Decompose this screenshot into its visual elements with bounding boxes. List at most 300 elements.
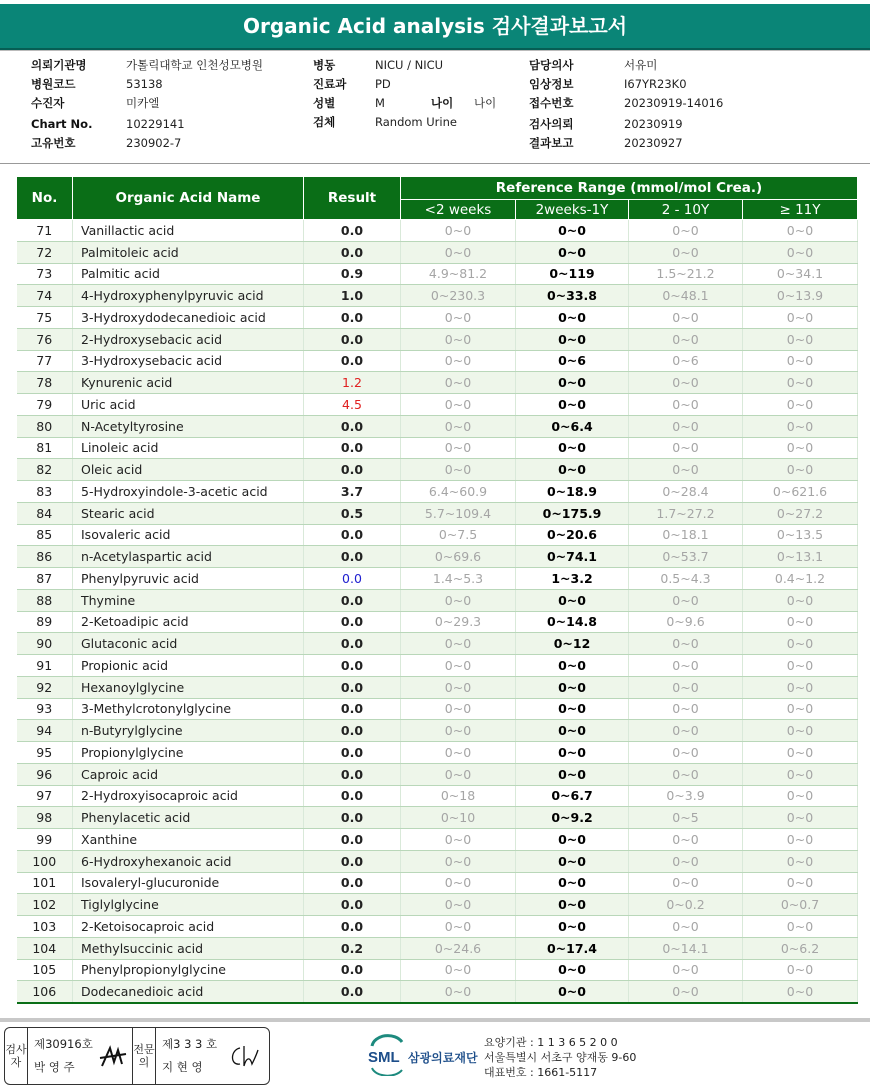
- reference-range: 0~0: [401, 676, 516, 698]
- result-value: 0.0: [304, 894, 401, 916]
- divider: [0, 50, 870, 51]
- reference-range: 0~0: [516, 676, 629, 698]
- table-row: [17, 481, 858, 503]
- row-number: 88: [17, 589, 73, 611]
- reference-range: 0~10: [401, 807, 516, 829]
- reference-range: 0~9.6: [629, 611, 743, 633]
- reference-range: 0~0: [743, 655, 858, 677]
- row-number: 91: [17, 655, 73, 677]
- reference-range: 0~0: [743, 394, 858, 416]
- table-row: [17, 220, 858, 242]
- table-row: [17, 328, 858, 350]
- table-row: [17, 502, 858, 524]
- dept-label: 진료과: [313, 77, 347, 91]
- row-number: 81: [17, 437, 73, 459]
- table-row: [17, 807, 858, 829]
- result-value: 0.0: [304, 415, 401, 437]
- row-number: 73: [17, 263, 73, 285]
- col-header-ref-2-10y: 2 - 10Y: [629, 200, 743, 220]
- reference-range: 0~0: [629, 328, 743, 350]
- acid-name: n-Butyrylglycine: [73, 720, 304, 742]
- info1-value-2: 미카엘: [126, 96, 160, 110]
- info3-label-4: 결과보고: [529, 136, 574, 150]
- row-number: 82: [17, 459, 73, 481]
- reference-range: 0~0: [743, 698, 858, 720]
- result-value: 0.0: [304, 611, 401, 633]
- result-value: 0.0: [304, 785, 401, 807]
- reference-range: 0~0: [743, 307, 858, 329]
- reference-range: 0~0: [516, 459, 629, 481]
- acid-name: Vanillactic acid: [73, 220, 304, 242]
- reference-range: 0~5: [629, 807, 743, 829]
- acid-name: 3-Methylcrotonylglycine: [73, 698, 304, 720]
- acid-name: 3-Hydroxydodecanedioic acid: [73, 307, 304, 329]
- result-value: 0.0: [304, 676, 401, 698]
- reference-range: 0~17.4: [516, 937, 629, 959]
- reference-range: 0~3.9: [629, 785, 743, 807]
- reference-range: 0~9.2: [516, 807, 629, 829]
- reference-range: 0~0: [516, 850, 629, 872]
- reference-range: 0~0: [629, 372, 743, 394]
- reference-range: 0~0: [629, 763, 743, 785]
- reference-range: 0~0: [516, 829, 629, 851]
- row-number: 77: [17, 350, 73, 372]
- sex-label: 성별: [313, 96, 336, 110]
- reference-range: 0~74.1: [516, 546, 629, 568]
- reference-range: 0~20.6: [516, 524, 629, 546]
- acid-name: Uric acid: [73, 394, 304, 416]
- reference-range: 0~0: [401, 459, 516, 481]
- org-address: 서울특별시 서초구 양재동 9-60: [484, 1051, 637, 1064]
- reference-range: 0~0: [629, 241, 743, 263]
- row-number: 102: [17, 894, 73, 916]
- acid-name: Thymine: [73, 589, 304, 611]
- reference-range: 0~0: [743, 437, 858, 459]
- table-row: [17, 546, 858, 568]
- ward-label: 병동: [313, 58, 336, 72]
- row-number: 75: [17, 307, 73, 329]
- acid-name: Caproic acid: [73, 763, 304, 785]
- acid-name: Hexanoylglycine: [73, 676, 304, 698]
- reference-range: 0~0: [629, 459, 743, 481]
- reference-range: 0~18.9: [516, 481, 629, 503]
- table-row: [17, 415, 858, 437]
- reference-range: 0~0: [743, 611, 858, 633]
- reference-range: 0~0: [629, 829, 743, 851]
- reference-range: 0~0: [516, 720, 629, 742]
- reference-range: 0.5~4.3: [629, 568, 743, 590]
- acid-name: 2-Ketoisocaproic acid: [73, 916, 304, 938]
- acid-name: Palmitoleic acid: [73, 241, 304, 263]
- reference-range: 6.4~60.9: [401, 481, 516, 503]
- reference-range: 0~0: [516, 872, 629, 894]
- org-name: 삼광의료재단: [408, 1051, 478, 1065]
- table-row: [17, 394, 858, 416]
- acid-name: 4-Hydroxyphenylpyruvic acid: [73, 285, 304, 307]
- info1-label-1: 병원코드: [31, 77, 76, 91]
- inspector-signature: [98, 1042, 130, 1072]
- reference-range: 0~24.6: [401, 937, 516, 959]
- reference-range: 0~0: [743, 981, 858, 1003]
- row-number: 101: [17, 872, 73, 894]
- result-value: 0.0: [304, 241, 401, 263]
- specialist-signature: [226, 1040, 262, 1072]
- signature-box: [4, 1027, 270, 1085]
- table-row: [17, 350, 858, 372]
- acid-name: Linoleic acid: [73, 437, 304, 459]
- reference-range: 0~0: [629, 981, 743, 1003]
- info1-label-2: 수진자: [31, 96, 65, 110]
- row-number: 80: [17, 415, 73, 437]
- result-value: 0.0: [304, 546, 401, 568]
- table-row: [17, 850, 858, 872]
- reference-range: 0~175.9: [516, 502, 629, 524]
- report-title: Organic Acid analysis 검사결과보고서: [0, 4, 870, 50]
- row-number: 100: [17, 850, 73, 872]
- reference-range: 0~0: [401, 350, 516, 372]
- result-value: 0.0: [304, 850, 401, 872]
- table-row: [17, 829, 858, 851]
- result-value: 0.0: [304, 568, 401, 590]
- reference-range: 0~0: [516, 328, 629, 350]
- info1-value-3: 10229141: [126, 117, 185, 131]
- result-value: 0.0: [304, 916, 401, 938]
- table-row: [17, 655, 858, 677]
- reference-range: 0~0: [743, 872, 858, 894]
- info3-value-4: 20230927: [624, 136, 683, 150]
- patient-info: [0, 56, 870, 156]
- reference-range: 0~0: [743, 241, 858, 263]
- acid-name: Propionylglycine: [73, 742, 304, 764]
- acid-name: 5-Hydroxyindole-3-acetic acid: [73, 481, 304, 503]
- reference-range: 0.4~1.2: [743, 568, 858, 590]
- reference-range: 0~0: [401, 633, 516, 655]
- reference-range: 0~0: [743, 415, 858, 437]
- reference-range: 0~0: [629, 916, 743, 938]
- col-header-name: Organic Acid Name: [73, 177, 304, 220]
- result-value: 0.0: [304, 872, 401, 894]
- col-header-no: No.: [17, 177, 73, 220]
- reference-range: 0~0: [401, 698, 516, 720]
- reference-range: 0~0: [401, 916, 516, 938]
- reference-range: 1.5~21.2: [629, 263, 743, 285]
- table-row: [17, 698, 858, 720]
- table-row: [17, 611, 858, 633]
- reference-range: 0~0: [743, 959, 858, 981]
- reference-range: 0~0: [743, 850, 858, 872]
- acid-name: Dodecanedioic acid: [73, 981, 304, 1003]
- acid-name: 3-Hydroxysebacic acid: [73, 350, 304, 372]
- reference-range: 0~6.7: [516, 785, 629, 807]
- reference-range: 0~0: [401, 328, 516, 350]
- reference-range: 0~621.6: [743, 481, 858, 503]
- result-value: 0.0: [304, 459, 401, 481]
- reference-range: 0~0: [401, 850, 516, 872]
- row-number: 76: [17, 328, 73, 350]
- col-header-reference-range: Reference Range (mmol/mol Crea.): [401, 177, 858, 200]
- acid-name: Stearic acid: [73, 502, 304, 524]
- reference-range: 0~230.3: [401, 285, 516, 307]
- result-value: 0.0: [304, 959, 401, 981]
- reference-range: 0~0: [401, 763, 516, 785]
- reference-range: 0~0: [401, 872, 516, 894]
- table-row: [17, 872, 858, 894]
- acid-name: 2-Ketoadipic acid: [73, 611, 304, 633]
- acid-name: N-Acetyltyrosine: [73, 415, 304, 437]
- info1-value-1: 53138: [126, 77, 163, 91]
- result-value: 0.0: [304, 655, 401, 677]
- row-number: 95: [17, 742, 73, 764]
- reference-range: 0~0: [516, 655, 629, 677]
- reference-range: 0~0: [401, 829, 516, 851]
- result-value: 0.0: [304, 220, 401, 242]
- age-value: 나이: [474, 96, 497, 110]
- table-row: [17, 633, 858, 655]
- reference-range: 0~0: [629, 394, 743, 416]
- acid-name: Phenylacetic acid: [73, 807, 304, 829]
- reference-range: 0~0: [516, 959, 629, 981]
- results-table: [16, 176, 858, 1004]
- row-number: 103: [17, 916, 73, 938]
- reference-range: 0~0: [516, 589, 629, 611]
- result-value: 0.0: [304, 742, 401, 764]
- reference-range: 0~6.4: [516, 415, 629, 437]
- reference-range: 1.7~27.2: [629, 502, 743, 524]
- reference-range: 0~0: [629, 742, 743, 764]
- reference-range: 0~0: [743, 459, 858, 481]
- result-value: 0.5: [304, 502, 401, 524]
- reference-range: 0~0: [516, 894, 629, 916]
- reference-range: 0~0: [516, 241, 629, 263]
- reference-range: 0~0: [401, 241, 516, 263]
- reference-range: 0~0: [401, 655, 516, 677]
- reference-range: 0~34.1: [743, 263, 858, 285]
- table-row: [17, 742, 858, 764]
- info3-value-3: 20230919: [624, 117, 683, 131]
- reference-range: 0~18.1: [629, 524, 743, 546]
- reference-range: 0~14.8: [516, 611, 629, 633]
- acid-name: Isovaleryl-glucuronide: [73, 872, 304, 894]
- reference-range: 0~0: [516, 372, 629, 394]
- reference-range: 0~0: [629, 415, 743, 437]
- reference-range: 0~6.2: [743, 937, 858, 959]
- reference-range: 0~33.8: [516, 285, 629, 307]
- reference-range: 0~0: [743, 633, 858, 655]
- row-number: 99: [17, 829, 73, 851]
- reference-range: 0~0: [629, 437, 743, 459]
- table-row: [17, 959, 858, 981]
- logo-mark: SML: [368, 1049, 400, 1066]
- info3-label-0: 담당의사: [529, 58, 574, 72]
- reference-range: 0~13.5: [743, 524, 858, 546]
- reference-range: 0~0: [401, 394, 516, 416]
- reference-range: 0~0: [516, 220, 629, 242]
- table-row: [17, 937, 858, 959]
- reference-range: 0~29.3: [401, 611, 516, 633]
- table-row: [17, 676, 858, 698]
- reference-range: 0~0.2: [629, 894, 743, 916]
- row-number: 72: [17, 241, 73, 263]
- result-value: 3.7: [304, 481, 401, 503]
- result-value: 0.0: [304, 437, 401, 459]
- row-number: 79: [17, 394, 73, 416]
- info1-label-0: 의뢰기관명: [31, 58, 87, 72]
- reference-range: 0~6: [516, 350, 629, 372]
- reference-range: 0~27.2: [743, 502, 858, 524]
- dept-value: PD: [375, 77, 391, 91]
- result-value: 0.0: [304, 763, 401, 785]
- info-column-2: [313, 56, 496, 132]
- reference-range: 0~0: [743, 763, 858, 785]
- info3-label-3: 검사의뢰: [529, 117, 574, 131]
- specialist-license: 제3 3 3 호: [162, 1037, 218, 1051]
- table-row: [17, 285, 858, 307]
- reference-range: 0~0: [743, 785, 858, 807]
- row-number: 96: [17, 763, 73, 785]
- reference-range: 0~0: [401, 372, 516, 394]
- acid-name: Xanthine: [73, 829, 304, 851]
- reference-range: 0~53.7: [629, 546, 743, 568]
- info3-value-1: I67YR23K0: [624, 77, 687, 91]
- reference-range: 0~0: [401, 415, 516, 437]
- inspector-cell: [28, 1028, 133, 1084]
- acid-name: Palmitic acid: [73, 263, 304, 285]
- info1-value-0: 가톨릭대학교 인천성모병원: [126, 58, 263, 72]
- age-label: 나이: [431, 96, 454, 110]
- table-row: [17, 437, 858, 459]
- info3-value-2: 20230919-14016: [624, 96, 724, 110]
- result-value: 0.0: [304, 589, 401, 611]
- row-number: 93: [17, 698, 73, 720]
- row-number: 104: [17, 937, 73, 959]
- sml-logo-icon: [366, 1032, 406, 1076]
- reference-range: 5.7~109.4: [401, 502, 516, 524]
- specimen-value: Random Urine: [375, 115, 457, 129]
- row-number: 94: [17, 720, 73, 742]
- reference-range: 0~48.1: [629, 285, 743, 307]
- reference-range: 0~0: [516, 394, 629, 416]
- reference-range: 0~0: [401, 959, 516, 981]
- reference-range: 0~0: [401, 589, 516, 611]
- result-value: 0.0: [304, 807, 401, 829]
- info-column-3: [529, 56, 723, 153]
- reference-range: 0~0: [629, 698, 743, 720]
- reference-range: 0~0: [629, 589, 743, 611]
- table-row: [17, 568, 858, 590]
- result-value: 1.0: [304, 285, 401, 307]
- row-number: 105: [17, 959, 73, 981]
- acid-name: Kynurenic acid: [73, 372, 304, 394]
- table-row: [17, 241, 858, 263]
- reference-range: 0~0: [516, 763, 629, 785]
- row-number: 92: [17, 676, 73, 698]
- reference-range: 0~0: [516, 742, 629, 764]
- acid-name: Isovaleric acid: [73, 524, 304, 546]
- reference-range: 0~0: [743, 350, 858, 372]
- col-header-ref-2weeks-1y: 2weeks-1Y: [516, 200, 629, 220]
- acid-name: 2-Hydroxysebacic acid: [73, 328, 304, 350]
- row-number: 83: [17, 481, 73, 503]
- reference-range: 0~0: [516, 916, 629, 938]
- specialist-cell: [156, 1028, 268, 1084]
- row-number: 74: [17, 285, 73, 307]
- acid-name: Oleic acid: [73, 459, 304, 481]
- reference-range: 0~0: [743, 916, 858, 938]
- info3-label-1: 임상정보: [529, 77, 574, 91]
- row-number: 98: [17, 807, 73, 829]
- acid-name: 2-Hydroxyisocaproic acid: [73, 785, 304, 807]
- table-row: [17, 763, 858, 785]
- table-row: [17, 307, 858, 329]
- reference-range: 0~0: [629, 307, 743, 329]
- result-value: 0.2: [304, 937, 401, 959]
- reference-range: 0~0: [629, 872, 743, 894]
- reference-range: 0~0: [629, 959, 743, 981]
- result-value: 0.9: [304, 263, 401, 285]
- col-header-result: Result: [304, 177, 401, 220]
- row-number: 85: [17, 524, 73, 546]
- reference-range: 4.9~81.2: [401, 263, 516, 285]
- table-row: [17, 981, 858, 1003]
- reference-range: 0~13.9: [743, 285, 858, 307]
- acid-name: Propionic acid: [73, 655, 304, 677]
- acid-name: Methylsuccinic acid: [73, 937, 304, 959]
- reference-range: 0~13.1: [743, 546, 858, 568]
- inspector-label: 검사자: [5, 1028, 28, 1084]
- org-code: 요양기관 : 1 1 3 6 5 2 0 0: [484, 1036, 618, 1049]
- table-row: [17, 524, 858, 546]
- row-number: 71: [17, 220, 73, 242]
- reference-range: 0~0: [516, 698, 629, 720]
- info1-value-4: 230902-7: [126, 136, 182, 150]
- result-value: 4.5: [304, 394, 401, 416]
- reference-range: 0~0: [516, 307, 629, 329]
- row-number: 106: [17, 981, 73, 1003]
- reference-range: 0~0: [743, 328, 858, 350]
- info1-label-3: Chart No.: [31, 117, 93, 131]
- footer-divider: [0, 1018, 870, 1022]
- row-number: 87: [17, 568, 73, 590]
- acid-name: Phenylpyruvic acid: [73, 568, 304, 590]
- info3-value-0: 서유미: [624, 58, 658, 72]
- row-number: 84: [17, 502, 73, 524]
- specialist-label: 전문의: [133, 1028, 156, 1084]
- divider: [0, 163, 870, 164]
- table-row: [17, 785, 858, 807]
- reference-range: 0~0: [743, 742, 858, 764]
- result-value: 0.0: [304, 633, 401, 655]
- acid-name: Glutaconic acid: [73, 633, 304, 655]
- result-value: 0.0: [304, 350, 401, 372]
- reference-range: 0~0: [401, 742, 516, 764]
- reference-range: 0~0: [629, 655, 743, 677]
- reference-range: 0~0: [629, 850, 743, 872]
- row-number: 78: [17, 372, 73, 394]
- reference-range: 0~0: [629, 220, 743, 242]
- table-row: [17, 263, 858, 285]
- reference-range: 0~0: [516, 437, 629, 459]
- reference-range: 0~18: [401, 785, 516, 807]
- reference-range: 0~0: [629, 676, 743, 698]
- result-value: 0.0: [304, 698, 401, 720]
- ward-value: NICU / NICU: [375, 58, 444, 72]
- reference-range: 0~0: [516, 981, 629, 1003]
- result-value: 0.0: [304, 720, 401, 742]
- table-row: [17, 916, 858, 938]
- info-column-1: [31, 56, 263, 153]
- result-value: 0.0: [304, 328, 401, 350]
- col-header-ref-11y-plus: ≥ 11Y: [743, 200, 858, 220]
